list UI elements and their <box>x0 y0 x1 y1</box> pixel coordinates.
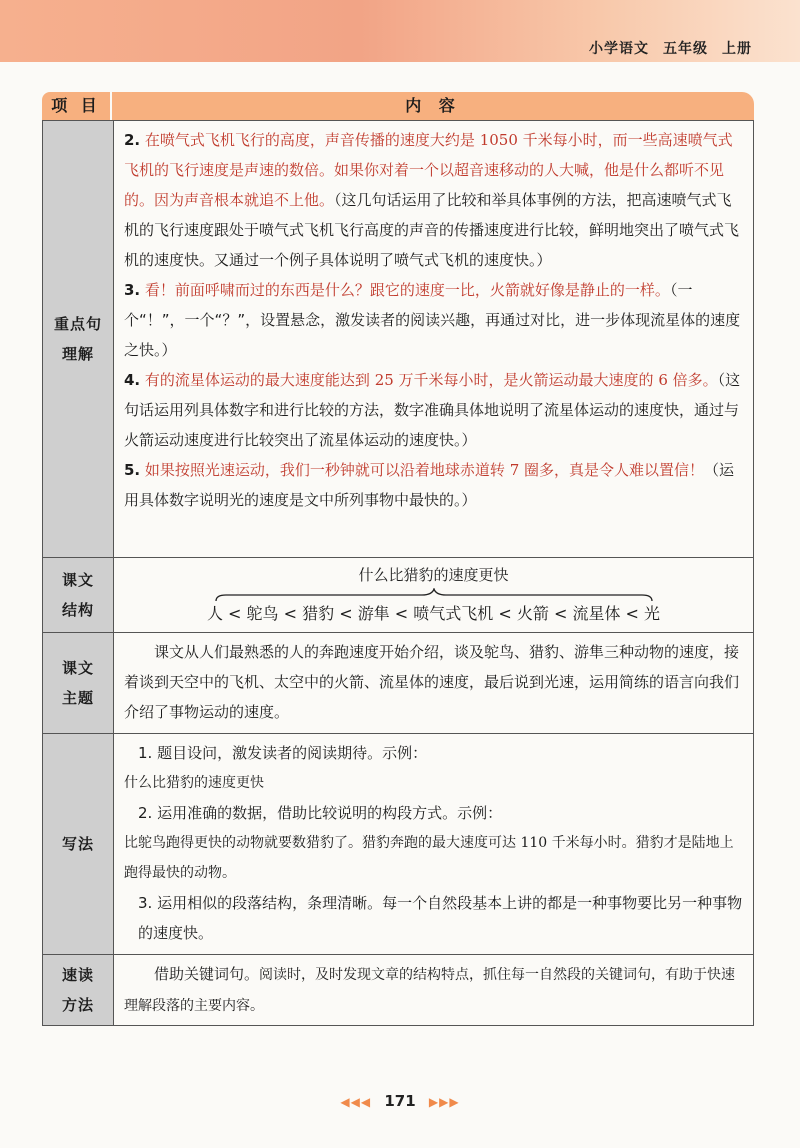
speed-reading-detail: 阅读时，及时发现文章的结构特点，抓住每一自然段的关键词句，有助于快速理解段落的主要内容。 <box>124 967 736 1014</box>
speed-sequence: 人 < 鸵鸟 < 猎豹 < 游隼 < 喷气式飞机 < 火箭 < 流星体 < 光 <box>206 604 661 623</box>
page-footer <box>0 1092 800 1110</box>
writing-content <box>114 734 754 955</box>
item-number: 4. <box>124 371 141 389</box>
prev-arrows-icon: ◀◀◀ <box>340 1095 372 1109</box>
sentence-analysis: （运用具体数字说明光的速度是文中所列事物中最快的。） <box>124 461 735 509</box>
study-table <box>42 92 754 1026</box>
key-sentences-content <box>114 121 754 558</box>
label-key-sentences <box>43 121 114 558</box>
next-arrows-icon: ▶▶▶ <box>428 1095 460 1109</box>
sentence-item <box>124 125 743 275</box>
book-header <box>575 38 752 58</box>
theme-content <box>114 633 754 734</box>
label-speed-reading <box>43 955 114 1026</box>
sentence-analysis: （这句话运用列具体数字和进行比较的方法，数字准确具体地说明了流星体运动的速度快，通过与火箭运动速度进行比较突出了流星体运动的速度快。） <box>124 371 741 449</box>
quoted-sentence: 如果按照光速运动，我们一秒钟就可以沿着地球赤道转 7 圈多，真是令人难以置信！ <box>144 461 705 479</box>
label-writing: 写法 <box>43 734 114 955</box>
subject-label: 小学语文 <box>589 41 649 57</box>
quoted-sentence: 在喷气式飞机飞行的高度，声音传播的速度大约是 1050 千米每小时，而一些高速喷气式飞机的飞行速度是声速的数倍。如果你对着一个以超音速移动的人大喊，他是什么都听不见的。因为声音根本就追不上他。 <box>124 131 733 209</box>
quoted-sentence: 有的流星体运动的最大速度能达到 25 万千米每小时，是火箭运动最大速度的 6 倍多。 <box>144 371 718 389</box>
column-header-item: 项 目 <box>42 92 110 120</box>
item-number: 3. <box>124 281 141 299</box>
label-line: 理解 <box>61 345 94 363</box>
sentence-item <box>124 455 743 515</box>
content-table <box>42 120 754 1026</box>
label-line: 速读 <box>61 966 94 984</box>
speed-reading-lead: 借助关键词句。 <box>154 965 260 983</box>
theme-text: 课文从人们最熟悉的人的奔跑速度开始介绍，谈及鸵鸟、猎豹、游隼三种动物的速度，接着谈到天空中的飞机、太空中的火箭、流星体的速度，最后说到光速，运用简练的语言向我们介绍了事物运动的速度。 <box>124 643 740 721</box>
label-theme <box>43 633 114 734</box>
row-speed-reading <box>43 955 754 1026</box>
quoted-sentence: 看！前面呼啸而过的东西是什么？跟它的速度一比，火箭就好像是静止的一样。 <box>144 281 670 299</box>
label-line: 结构 <box>61 601 94 619</box>
speed-reading-text <box>124 959 743 1021</box>
sentence-analysis: （一个“！”，一个“？”，设置悬念，激发读者的阅读兴趣，再通过对比，进一步体现流星体的速度之快。） <box>124 281 741 359</box>
writing-point: 3. 运用相似的段落结构，条理清晰。每一个自然段基本上讲的都是一种事物要比另一种事物的速度快。 <box>138 894 743 942</box>
row-writing <box>43 734 754 955</box>
page-number: 171 <box>384 1092 416 1110</box>
label-line: 重点句 <box>53 315 102 333</box>
label-line: 课文 <box>61 571 94 589</box>
row-structure <box>43 558 754 633</box>
writing-example: 比鸵鸟跑得更快的动物就要数猎豹了。猎豹奔跑的最大速度可达 110 千米每小时。猎豹才是陆地上跑得最快的动物。 <box>124 835 734 881</box>
row-theme <box>43 633 754 734</box>
label-structure <box>43 558 114 633</box>
table-header <box>42 92 754 120</box>
speed-reading-content <box>114 955 754 1026</box>
sentence-analysis: （这几句话运用了比较和举具体事例的方法，把高速喷气式飞机的飞行速度跟处于喷气式飞机飞行高度的声音的传播速度进行比较，鲜明地突出了喷气式飞机的速度快。又通过一个例子具体说明了喷气式飞机的速度快。） <box>124 191 740 269</box>
volume-label: 上册 <box>722 41 752 57</box>
label-line: 课文 <box>61 659 94 677</box>
row-key-sentences <box>43 121 754 558</box>
structure-content <box>114 558 754 633</box>
writing-example: 什么比猎豹的速度更快 <box>124 775 264 791</box>
label-line: 主题 <box>61 689 94 707</box>
item-number: 2. <box>124 131 141 149</box>
writing-point: 2. 运用准确的数据，借助比较说明的构段方式。示例： <box>138 804 503 822</box>
sentence-item <box>124 275 743 365</box>
brace-icon <box>214 588 654 602</box>
item-number: 5. <box>124 461 141 479</box>
structure-title: 什么比猎豹的速度更快 <box>358 566 509 584</box>
grade-label: 五年级 <box>663 41 708 57</box>
sentence-item <box>124 365 743 455</box>
label-line: 方法 <box>61 996 94 1014</box>
writing-point: 1. 题目设问，激发读者的阅读期待。示例： <box>138 744 428 762</box>
column-header-content: 内 容 <box>112 92 754 120</box>
